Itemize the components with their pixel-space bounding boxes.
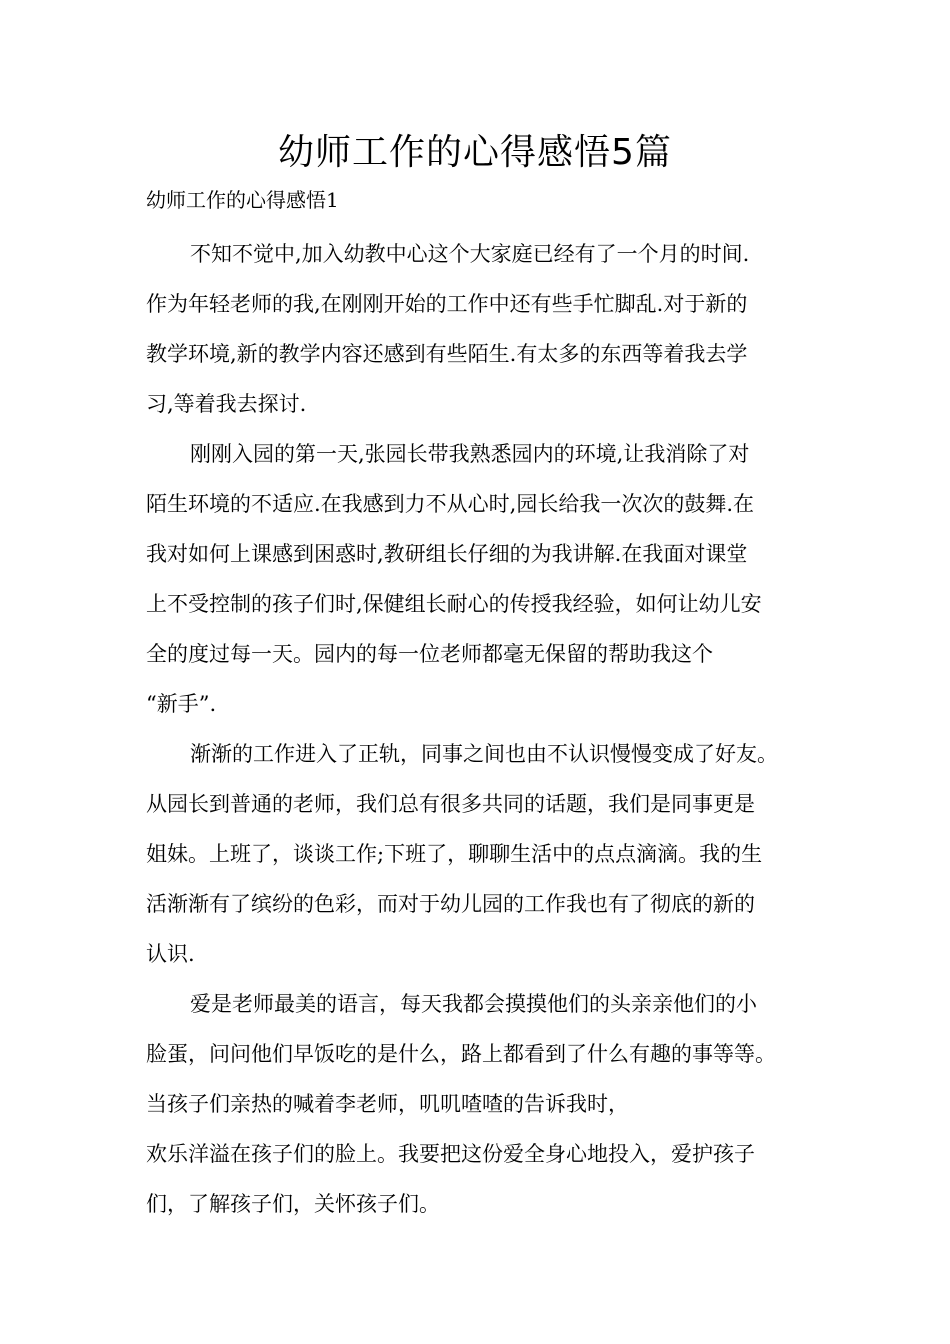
paragraph-line: 欢乐洋溢在孩子们的脸上。我要把这份爱全身心地投入，爱护孩子	[146, 1142, 755, 1166]
paragraph-line: 习,等着我去探讨.	[146, 392, 307, 416]
paragraph-line: 渐渐的工作进入了正轨，同事之间也由不认识慢慢变成了好友。	[190, 742, 778, 766]
paragraph-line: 作为年轻老师的我,在刚刚开始的工作中还有些手忙脚乱.对于新的	[146, 292, 748, 316]
paragraph-line: 不知不觉中,加入幼教中心这个大家庭已经有了一个月的时间.	[190, 242, 750, 266]
paragraph-line: 从园长到普通的老师，我们总有很多共同的话题，我们是同事更是	[146, 792, 755, 816]
paragraph-line: 们，了解孩子们，关怀孩子们。	[146, 1192, 440, 1216]
document-title: 幼师工作的心得感悟5篇	[278, 132, 672, 173]
paragraph-line: 认识.	[146, 942, 195, 966]
paragraph-1	[146, 238, 836, 438]
paragraph-line: 上不受控制的孩子们时,保健组长耐心的传授我经验，如何让幼儿安	[146, 592, 762, 616]
document-body	[146, 184, 836, 1238]
paragraph-3	[146, 738, 836, 988]
paragraph-line: 当孩子们亲热的喊着李老师，叽叽喳喳的告诉我时，	[146, 1092, 629, 1116]
paragraph-line: 我对如何上课感到困惑时,教研组长仔细的为我讲解.在我面对课堂	[146, 542, 748, 566]
paragraph-2	[146, 438, 836, 738]
paragraph-line: 爱是老师最美的语言，每天我都会摸摸他们的头亲亲他们的小	[190, 992, 757, 1016]
paragraph-line: 活渐渐有了缤纷的色彩，而对于幼儿园的工作我也有了彻底的新的	[146, 892, 755, 916]
paragraph-line: 刚刚入园的第一天,张园长带我熟悉园内的环境,让我消除了对	[190, 442, 750, 466]
paragraph-4	[146, 988, 836, 1238]
section-heading: 幼师工作的心得感悟1	[146, 188, 339, 212]
paragraph-line: “新手”.	[146, 692, 217, 716]
paragraph-line: 陌生环境的不适应.在我感到力不从心时,园长给我一次次的鼓舞.在	[146, 492, 755, 516]
paragraph-line: 教学环境,新的教学内容还感到有些陌生.有太多的东西等着我去学	[146, 342, 748, 366]
paragraph-line: 脸蛋，问问他们早饭吃的是什么，路上都看到了什么有趣的事等等。	[146, 1042, 776, 1066]
paragraph-line: 全的度过每一天。园内的每一位老师都毫无保留的帮助我这个	[146, 642, 713, 666]
paragraph-line: 姐妹。上班了，谈谈工作;下班了，聊聊生活中的点点滴滴。我的生	[146, 842, 763, 866]
